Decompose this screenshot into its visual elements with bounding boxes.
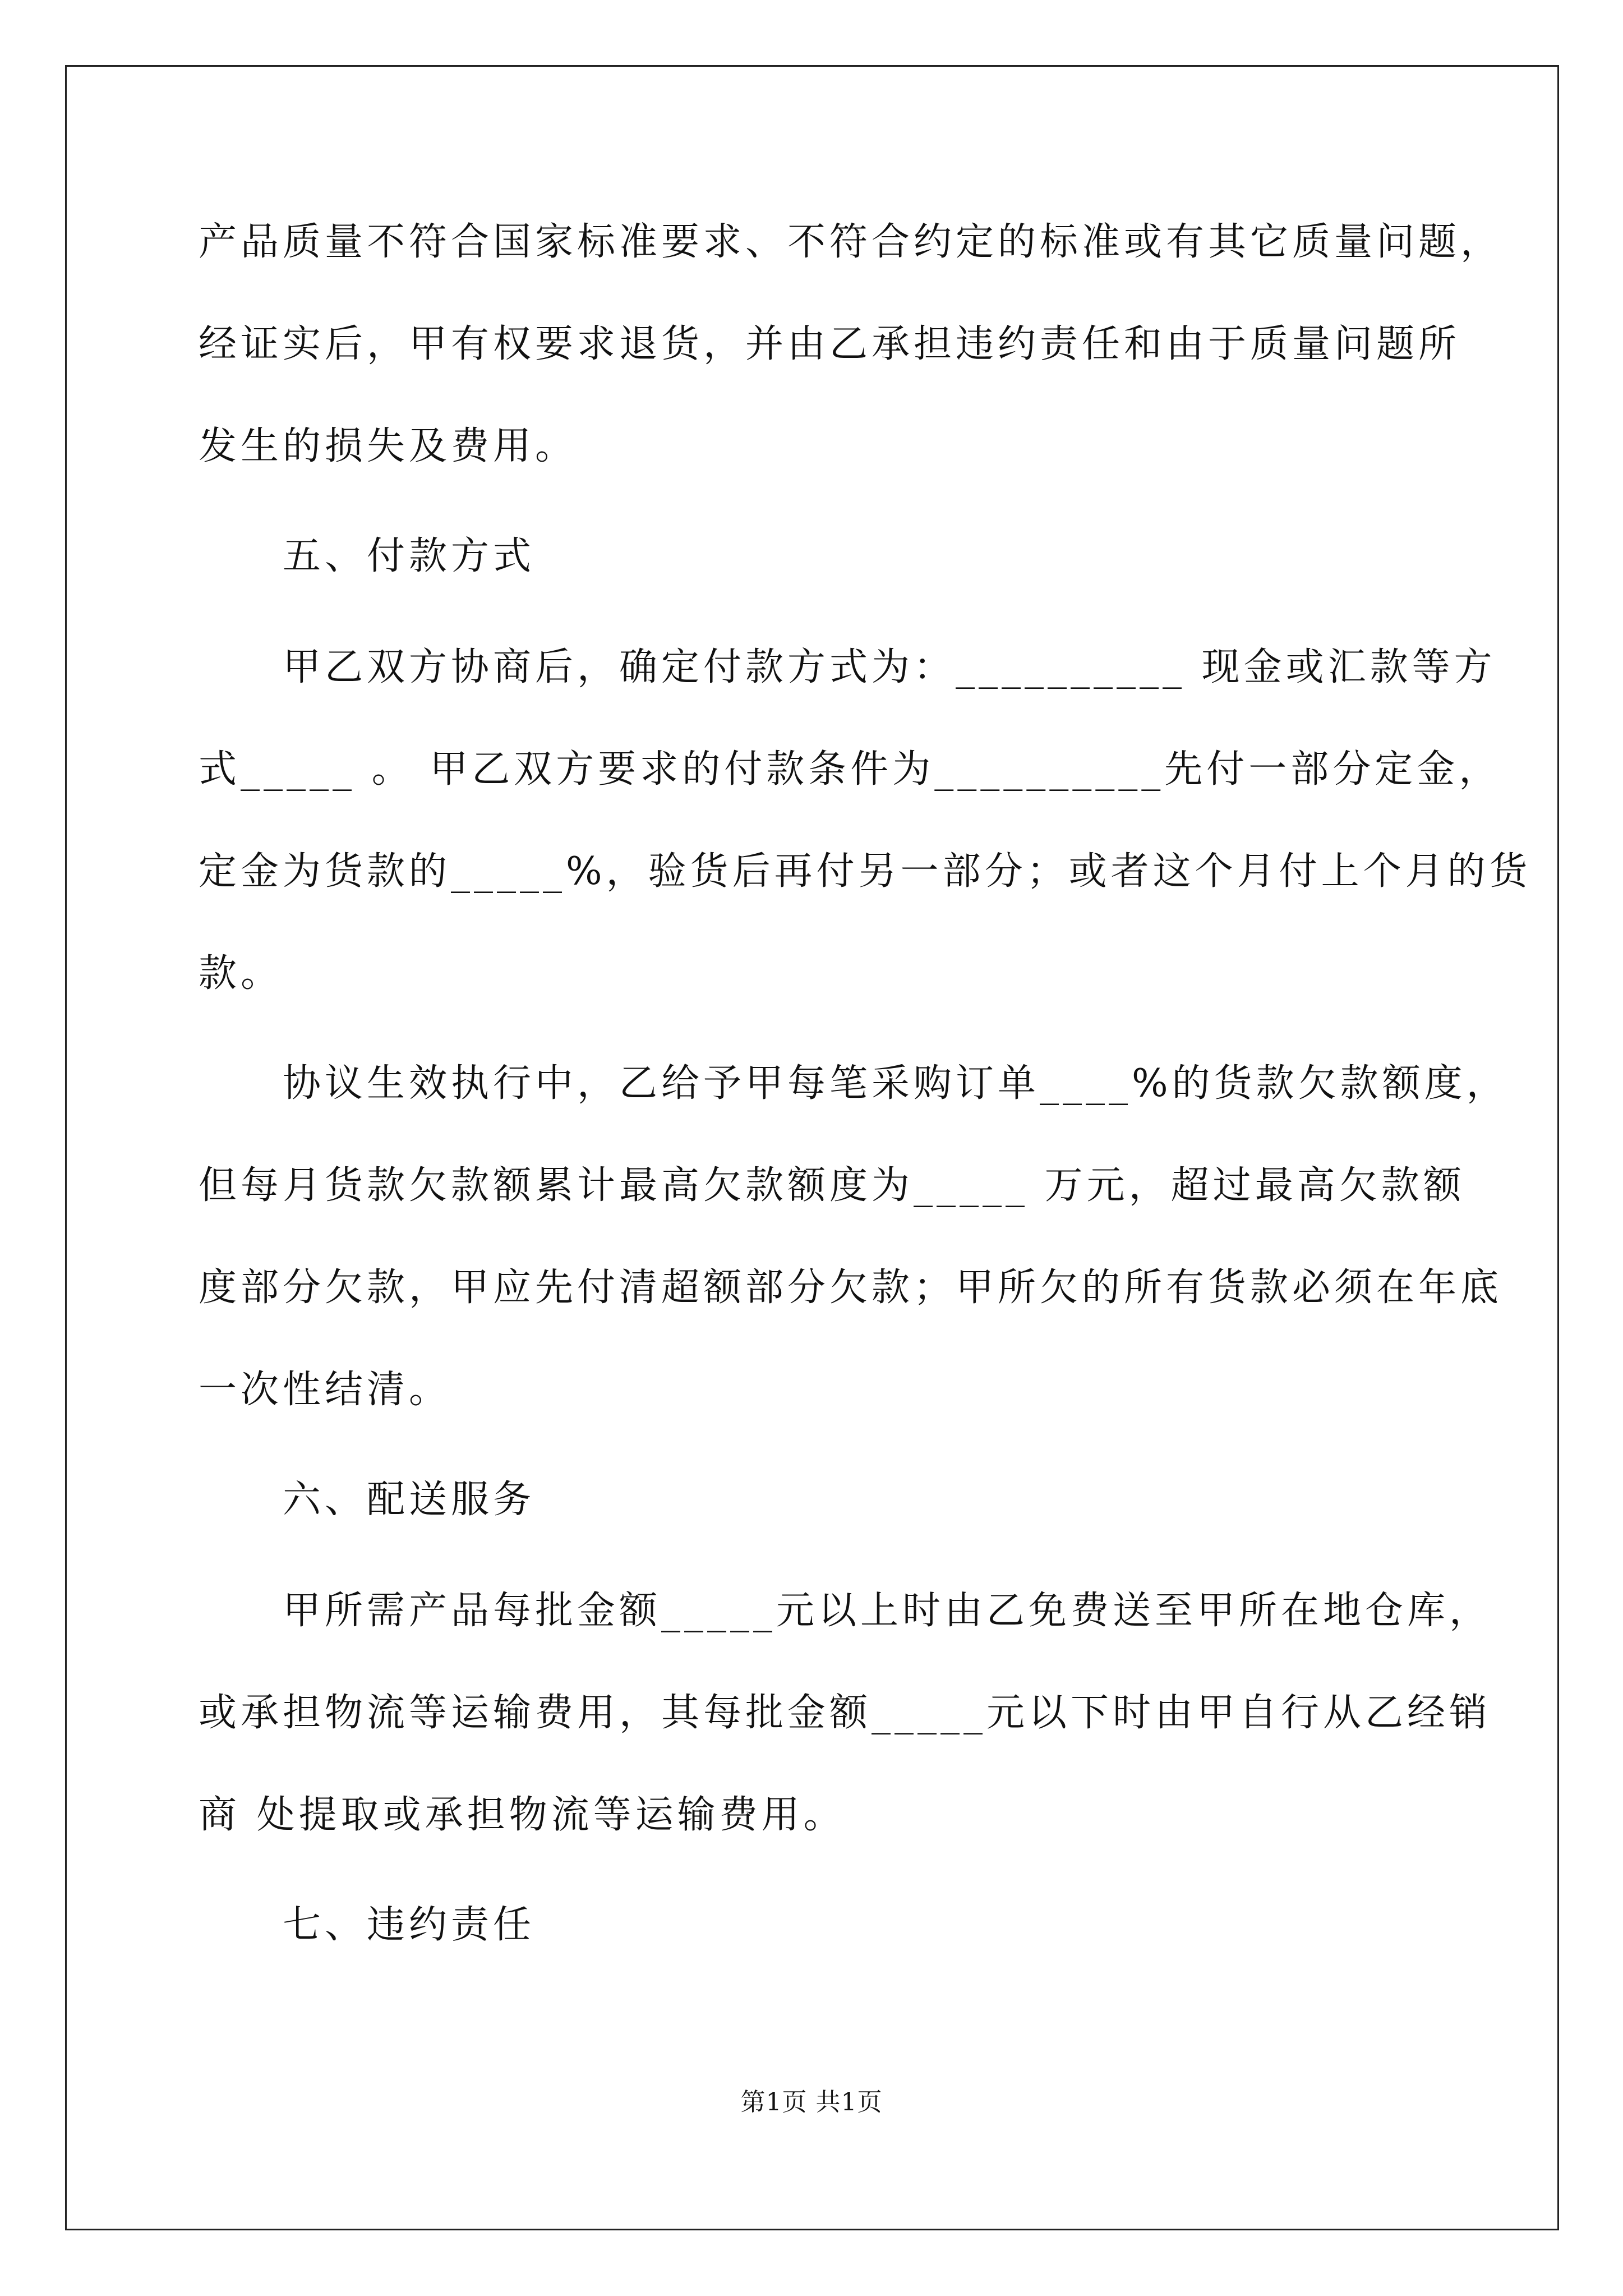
paragraph-line: 甲所需产品每批金额_____元以上时由乙免费送至甲所在地仓库， [283,1589,1492,1633]
paragraph-line: 式_____ 。 甲乙双方要求的付款条件为__________先付一部分定金， [199,747,1501,792]
paragraph-line: 定金为货款的_____%，验货后再付另一部分；或者这个月付上个月的货 [199,849,1532,894]
paragraph-line: 一次性结清。 [199,1368,451,1412]
paragraph-line: 但每月货款欠款额累计最高欠款额度为_____ 万元，超过最高欠款额 [199,1163,1465,1208]
page-number-footer: 第1页 共1页 [740,2088,883,2116]
paragraph-line: 发生的损失及费用。 [199,424,578,468]
section-heading: 五、付款方式 [283,534,536,578]
paragraph-line: 协议生效执行中，乙给予甲每笔采购订单____%的货款欠款额度， [283,1061,1509,1106]
paragraph-line: 甲乙双方协商后，确定付款方式为：__________ 现金或汇款等方 [283,645,1496,689]
paragraph-line: 款。 [199,951,283,996]
section-heading: 六、配送服务 [283,1478,536,1522]
section-heading: 七、违约责任 [283,1903,536,1947]
paragraph-line: 商 处提取或承担物流等运输费用。 [199,1793,846,1837]
paragraph-line: 产品质量不符合国家标准要求、不符合约定的标准或有其它质量问题， [199,220,1503,264]
paragraph-line: 度部分欠款，甲应先付清超额部分欠款；甲所欠的所有货款必须在年底 [199,1266,1503,1310]
paragraph-line: 经证实后，甲有权要求退货，并由乙承担违约责任和由于质量问题所 [199,322,1461,366]
paragraph-line: 或承担物流等运输费用，其每批金额_____元以下时由甲自行从乙经销 [199,1691,1492,1735]
